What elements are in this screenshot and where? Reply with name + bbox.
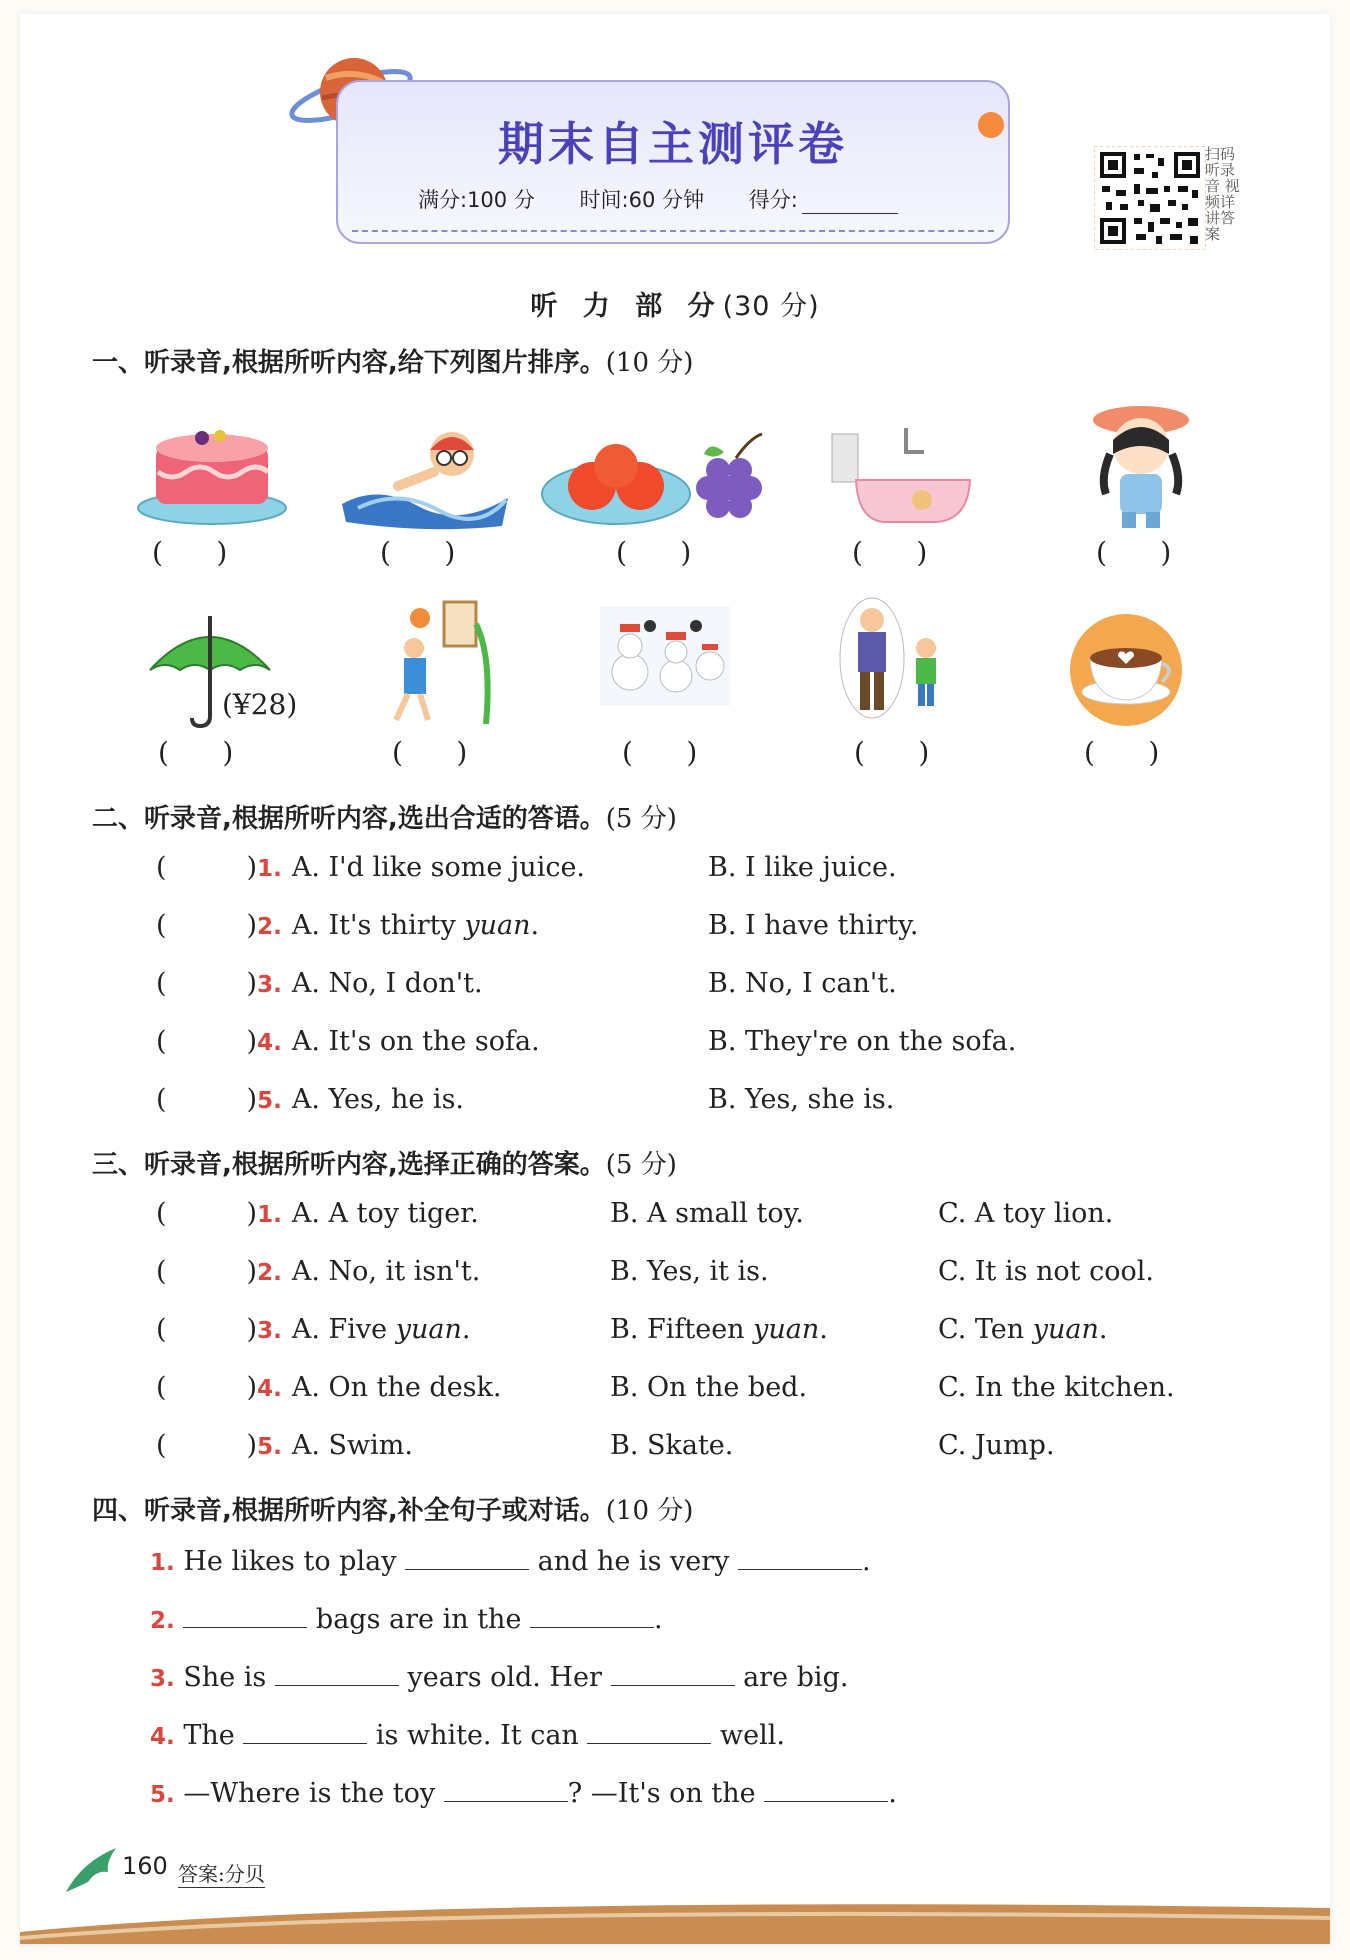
answer-paren-7[interactable]: ( ) <box>392 736 468 769</box>
time-limit: 时间:60 分钟 <box>579 188 705 212</box>
section1-title: 一、听录音,根据所听内容,给下列图片排序。(10 分) <box>92 348 694 378</box>
s2-question-5: ( )5. A. Yes, he is. <box>156 1084 465 1115</box>
footer-wave <box>20 1888 1330 1944</box>
fill-blank[interactable] <box>587 1721 711 1744</box>
s3-option-5c[interactable]: C. Jump. <box>938 1430 1055 1461</box>
section4-title: 四、听录音,根据所听内容,补全句子或对话。(10 分) <box>92 1496 694 1526</box>
basketball-icon <box>380 596 500 728</box>
listening-heading: 听 力 部 分(30 分) <box>530 291 820 322</box>
father-son-icon <box>836 596 946 720</box>
answer-paren-2[interactable]: ( ) <box>380 536 456 569</box>
s3-option-1b[interactable]: B. A small toy. <box>610 1198 804 1229</box>
s3-option-2c[interactable]: C. It is not cool. <box>938 1256 1154 1287</box>
s2-option-1b[interactable]: B. I like juice. <box>708 852 897 883</box>
fill-blank[interactable] <box>275 1663 399 1686</box>
snowmen-icon <box>600 606 730 706</box>
title-banner <box>336 80 1010 244</box>
s4-sentence-4: 4. The is white. It can well. <box>150 1720 785 1751</box>
qr-code-icon[interactable] <box>1094 146 1206 250</box>
answer-paren-10[interactable]: ( ) <box>1084 736 1160 769</box>
s4-sentence-5: 5. —Where is the toy ? —It's on the . <box>150 1778 897 1809</box>
page-number: 160 <box>122 1852 168 1880</box>
s3-question-5: ( )5. A. Swim. <box>156 1430 413 1461</box>
fill-blank[interactable] <box>243 1721 367 1744</box>
fill-blank[interactable] <box>444 1779 568 1802</box>
girl-icon <box>1086 398 1196 530</box>
qr-caption: 扫码听录音 视频详讲答案 <box>1205 145 1240 243</box>
s4-sentence-2: 2. bags are in the . <box>150 1604 663 1635</box>
fill-blank[interactable] <box>611 1663 735 1686</box>
answer-paren-5[interactable]: ( ) <box>1096 536 1172 569</box>
fill-blank[interactable] <box>764 1779 888 1802</box>
s2-question-3: ( )3. A. No, I don't. <box>156 968 483 999</box>
fill-blank[interactable] <box>530 1605 654 1628</box>
s3-question-1: ( )1. A. A toy tiger. <box>156 1198 479 1229</box>
s2-question-4: ( )4. A. It's on the sofa. <box>156 1026 540 1057</box>
s2-option-4b[interactable]: B. They're on the sofa. <box>708 1026 1017 1057</box>
answer-label: 答案:分贝 <box>178 1858 265 1888</box>
full-score: 满分:100 分 <box>418 188 535 212</box>
s2-option-3b[interactable]: B. No, I can't. <box>708 968 897 999</box>
s2-question-1: ( )1. A. I'd like some juice. <box>156 852 586 883</box>
coffee-icon <box>1064 612 1188 728</box>
answer-paren-3[interactable]: ( ) <box>616 536 692 569</box>
s2-option-5b[interactable]: B. Yes, she is. <box>708 1084 895 1115</box>
fill-blank[interactable] <box>738 1547 862 1570</box>
swimmer-icon <box>338 426 516 532</box>
exam-meta <box>418 184 936 214</box>
s3-question-4: ( )4. A. On the desk. <box>156 1372 502 1403</box>
bathtub-icon <box>826 424 976 532</box>
score-blank[interactable] <box>802 195 898 214</box>
answer-paren-4[interactable]: ( ) <box>852 536 928 569</box>
fill-blank[interactable] <box>405 1547 529 1570</box>
score-label: 得分: <box>749 188 936 212</box>
s3-option-3b[interactable]: B. Fifteen yuan. <box>610 1314 828 1345</box>
orange-dot-icon <box>978 112 1004 138</box>
answer-paren-6[interactable]: ( ) <box>158 736 234 769</box>
answer-paren-8[interactable]: ( ) <box>622 736 698 769</box>
s3-option-4c[interactable]: C. In the kitchen. <box>938 1372 1175 1403</box>
dashed-divider <box>352 230 994 232</box>
s3-option-3c[interactable]: C. Ten yuan. <box>938 1314 1108 1345</box>
section2-title: 二、听录音,根据所听内容,选出合适的答语。(5 分) <box>92 804 677 834</box>
s2-question-2: ( )2. A. It's thirty yuan. <box>156 910 540 941</box>
s3-option-5b[interactable]: B. Skate. <box>610 1430 734 1461</box>
answer-paren-1[interactable]: ( ) <box>152 536 228 569</box>
s3-option-1c[interactable]: C. A toy lion. <box>938 1198 1114 1229</box>
fruit-icon <box>540 430 780 530</box>
s4-sentence-3: 3. She is years old. Her are big. <box>150 1662 849 1693</box>
s3-question-3: ( )3. A. Five yuan. <box>156 1314 471 1345</box>
cake-icon <box>132 412 292 530</box>
s2-option-2b[interactable]: B. I have thirty. <box>708 910 919 941</box>
answer-paren-9[interactable]: ( ) <box>854 736 930 769</box>
page-title: 期末自主测评卷 <box>498 117 848 171</box>
umbrella-price: (¥28) <box>222 688 298 721</box>
s3-option-4b[interactable]: B. On the bed. <box>610 1372 808 1403</box>
s3-question-2: ( )2. A. No, it isn't. <box>156 1256 481 1287</box>
fill-blank[interactable] <box>183 1605 307 1628</box>
s3-option-2b[interactable]: B. Yes, it is. <box>610 1256 769 1287</box>
section3-title: 三、听录音,根据所听内容,选择正确的答案。(5 分) <box>92 1150 677 1180</box>
s4-sentence-1: 1. He likes to play and he is very . <box>150 1546 871 1577</box>
